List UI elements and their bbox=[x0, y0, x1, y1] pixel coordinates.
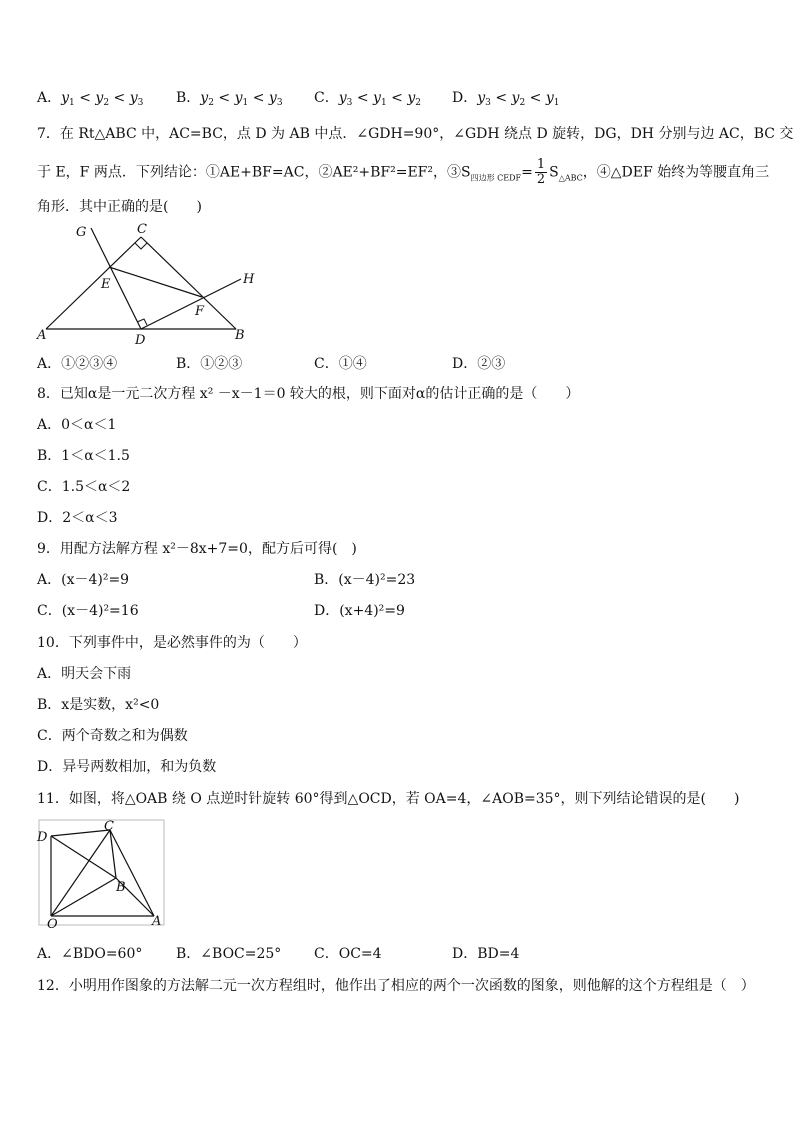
q8-stem: 8．已知α是一元二次方程 x² －x－1＝0 较大的根，则下面对α的估计正确的是（ ） bbox=[37, 386, 580, 402]
q7-stem-line2: 于 E，F 两点．下列结论：①AE+BF=AC，②AE²+BF²=EF²，$③S_{四边形 CEDF}=$ $\frac{1}{2}$ $S_{\triangle ABC}$，④△DEF 始终为等腰直角三 bbox=[37, 157, 770, 187]
fig7-label-h: H bbox=[243, 272, 255, 287]
fig11-label-c: C bbox=[104, 819, 114, 834]
q9-stem: 9．用配方法解方程 x²－8x+7=0，配方后可得( ) bbox=[37, 541, 357, 557]
q8-option-d: D．2＜α＜3 bbox=[37, 510, 118, 526]
fig7-label-a: A bbox=[37, 328, 47, 343]
q8-option-c: C．1.5＜α＜2 bbox=[37, 479, 131, 495]
q7-option-a: A．①②③④ bbox=[37, 356, 118, 372]
q11-option-b: B．∠BOC=25° bbox=[176, 946, 282, 962]
q10-option-d: D．异号两数相加，和为负数 bbox=[37, 759, 217, 775]
q6-option-a: A．$y_1 < y_2 < y_3$ bbox=[37, 90, 144, 108]
q6-option-c: C．$y_3 < y_1 < y_2$ bbox=[314, 90, 421, 108]
fig7-label-g: G bbox=[76, 225, 87, 240]
q10-option-a: A．明天会下雨 bbox=[37, 666, 132, 682]
q10-stem: 10．下列事件中，是必然事件的为（ ） bbox=[37, 635, 307, 651]
q7-fraction: $\frac{1}{2}$ bbox=[536, 157, 546, 187]
q7-option-b: B．①②③ bbox=[176, 356, 243, 372]
fig7-label-f: F bbox=[195, 304, 205, 319]
fig7-label-e: E bbox=[101, 277, 111, 292]
q8-option-b: B．1＜α＜1.5 bbox=[37, 448, 130, 464]
q11-stem: 11．如图，将△OAB 绕 O 点逆时针旋转 60°得到△OCD，若 OA=4，∠AOB=35°，则下列结论错误的是( ) bbox=[37, 791, 740, 807]
fig11-label-d: D bbox=[37, 830, 48, 845]
q7-option-c: C．①④ bbox=[314, 356, 367, 372]
q7-stem-line1: 7．在 Rt△ABC 中，AC=BC，点 D 为 AB 中点．∠GDH=90°，∠GDH 绕点 D 旋转，DG，DH 分别与边 AC，BC 交 bbox=[37, 126, 794, 142]
q10-option-b: B．x是实数，x²<0 bbox=[37, 697, 160, 713]
q7-triangle-figure bbox=[36, 222, 266, 348]
q11-rotation-figure bbox=[34, 818, 166, 930]
fig11-label-o: O bbox=[47, 917, 58, 930]
fig7-label-c: C bbox=[137, 222, 147, 237]
q9-option-c: C．(x－4)²=16 bbox=[37, 603, 139, 619]
fig7-label-d: D bbox=[135, 333, 146, 348]
q10-option-c: C．两个奇数之和为偶数 bbox=[37, 728, 188, 744]
q6-option-d: D．$y_3 < y_2 < y_1$ bbox=[452, 90, 560, 108]
q9-option-d: D．(x+4)²=9 bbox=[314, 603, 405, 619]
q11-option-c: C．OC=4 bbox=[314, 946, 382, 962]
q12-stem: 12．小明用作图象的方法解二元一次方程组时，他作出了相应的两个一次函数的图象，则他解的这个方程组是（ ） bbox=[37, 978, 755, 994]
fig11-label-b: B bbox=[116, 880, 126, 895]
q8-option-a: A．0＜α＜1 bbox=[37, 417, 117, 433]
q7-stem-line3: 角形．其中正确的是( ) bbox=[37, 199, 202, 215]
q6-option-b: B．$y_2 < y_1 < y_3$ bbox=[176, 90, 283, 108]
fig11-label-a: A bbox=[152, 914, 162, 929]
fig7-label-b: B bbox=[235, 328, 245, 343]
q9-option-b: B．(x－4)²=23 bbox=[314, 572, 416, 588]
q9-option-a: A．(x－4)²=9 bbox=[37, 572, 130, 588]
q7-option-d: D．②③ bbox=[452, 356, 506, 372]
q11-option-d: D．BD=4 bbox=[452, 946, 520, 962]
q11-option-a: A．∠BDO=60° bbox=[37, 946, 143, 962]
